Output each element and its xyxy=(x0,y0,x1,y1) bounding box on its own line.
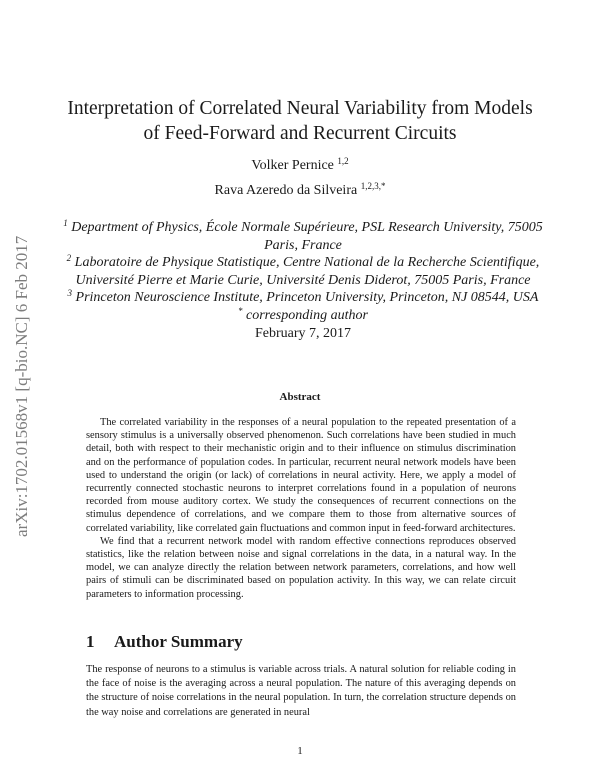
paper-title xyxy=(60,96,540,146)
author-affiliation-marks: 1,2,3,* xyxy=(360,181,386,191)
author-name: Volker Pernice xyxy=(251,158,334,173)
affiliation-3 xyxy=(60,289,546,307)
abstract-paragraph-1: The correlated variability in the responses of a neural population to the repeated presentation of a sensory stimulus is a universally observed phenomenon. Such correlations have been studied in much detail, both with respect to their mechanistic origin and to their influence on stimulus discrimination and on the performance of population codes. In particular, recurrent neural network models have been used to understand the origin (or lack) of correlations in neural activity. Here, we apply a model of recurrently connected stochastic neurons to interpret correlations found in a population of neurons recorded from mouse auditory cortex. We study the consequences of recurrent connections on the stimulus dependence of correlations, and we compare them to those from alternative sources of correlated variability, like correlated gain fluctuations and common input in feed-forward architectures. xyxy=(86,417,516,534)
page-number: 1 xyxy=(297,745,303,757)
affiliation-mark: 2 xyxy=(66,253,72,264)
section-title: Author Summary xyxy=(114,632,243,651)
abstract-heading: Abstract xyxy=(279,391,321,403)
corresponding-author-note xyxy=(60,307,546,325)
affiliation-1 xyxy=(60,219,546,254)
arxiv-stamp: arXiv:1702.01568v1 [q-bio.NC] 6 Feb 2017 xyxy=(12,235,31,537)
affiliation-mark: 3 xyxy=(67,288,73,299)
abstract-paragraph-2: We find that a recurrent network model with random effective connections reproduces observed statistics, like the relation between noise and signal correlations in the data, in a natural way. In the model, we can analyze directly the relation between network parameters, correlations, and how well pairs of stimuli can be discriminated based on population activity. In this way, we can relate circuit parameters to information processing. xyxy=(86,535,516,600)
affiliation-text: Princeton Neuroscience Institute, Princeton University, Princeton, NJ 08544, USA xyxy=(75,290,539,306)
abstract xyxy=(86,416,516,601)
affiliation-2 xyxy=(60,254,546,289)
author-name: Rava Azeredo da Silveira xyxy=(214,183,358,198)
paper-date: February 7, 2017 xyxy=(254,325,352,341)
affiliation-text: Department of Physics, École Normale Supérieure, PSL Research University, 75005 Paris, France xyxy=(71,220,543,253)
corresponding-text: corresponding author xyxy=(246,307,368,323)
author-affiliation-marks: 1,2 xyxy=(337,156,349,166)
affiliation-text: Laboratoire de Physique Statistique, Centre National de la Recherche Scientifique, Université Pierre et Marie Curie, Université Denis Diderot, 75005 Paris, France xyxy=(74,255,540,288)
author-2 xyxy=(60,182,540,199)
corresponding-mark: * xyxy=(238,305,243,316)
author-1 xyxy=(60,157,540,174)
title-line-1: Interpretation of Correlated Neural Variability from Models xyxy=(67,98,533,119)
affiliations xyxy=(60,219,546,342)
section-body-text: The response of neurons to a stimulus is variable across trials. A natural solution for reliable coding in the face of noise is the averaging across a neural population. The nature of this averaging depends on the structure of noise correlations in the neural population. In turn, the correlation structure depends on the way noise and correlations are generated in neural xyxy=(86,664,516,718)
section-number: 1 xyxy=(86,632,95,651)
affiliation-mark: 1 xyxy=(63,218,68,228)
title-line-2: of Feed-Forward and Recurrent Circuits xyxy=(143,123,457,144)
section-heading xyxy=(86,632,243,652)
